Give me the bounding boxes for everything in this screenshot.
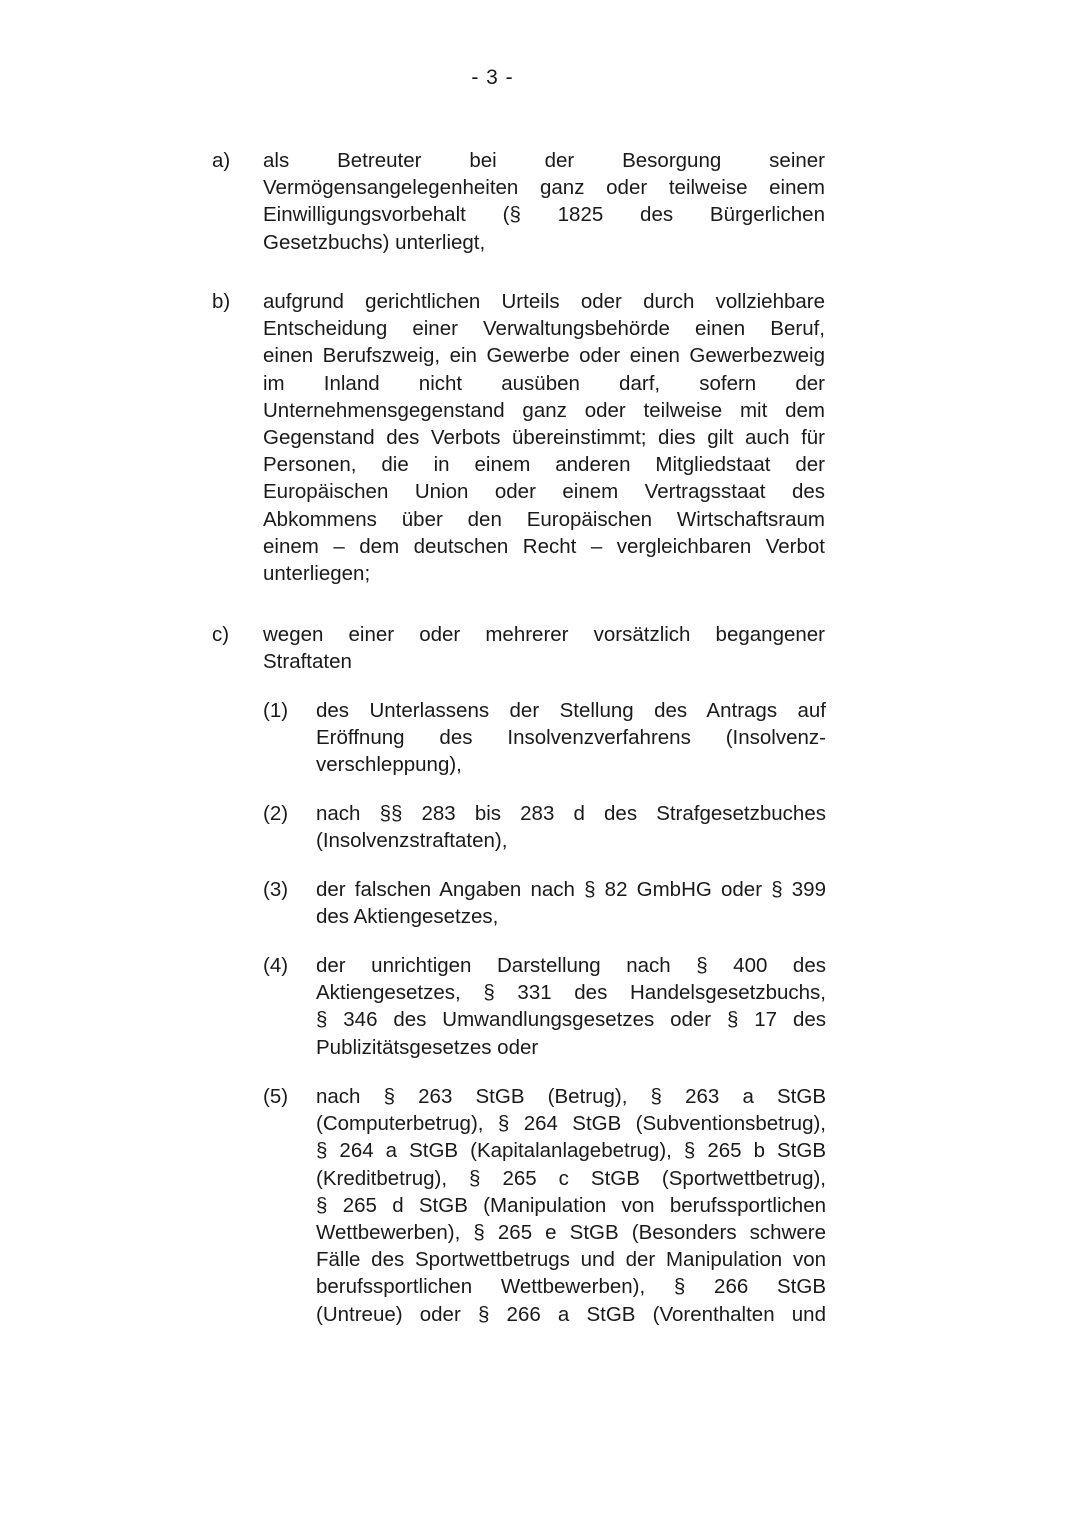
sub-item-label: (4): [263, 954, 289, 977]
text-line: des Unterlassens der Stellung des Antrags auf: [316, 699, 826, 722]
text-line: Unternehmensgegenstand ganz oder teilweise mit dem: [263, 398, 825, 422]
text-line: nach §§ 283 bis 283 d des Strafgesetzbuches: [316, 802, 826, 825]
text-line: § 264 a StGB (Kapitalanlagebetrug), § 265 b StGB: [316, 1139, 826, 1163]
text-line: Einwilligungsvorbehalt (§ 1825 des Bürgerlichen: [263, 203, 825, 227]
text-line: nach § 263 StGB (Betrug), § 263 a StGB: [316, 1085, 826, 1108]
text-line: Publizitätsgesetzes oder: [316, 1035, 539, 1059]
text-line: unterliegen;: [263, 561, 371, 585]
text-line: einem – dem deutschen Recht – vergleichbaren Verbot: [263, 534, 825, 558]
sub-item-text: [316, 876, 826, 930]
list-item-text: [263, 147, 825, 256]
text-line: als Betreuter bei der Besorgung seiner: [263, 149, 825, 172]
text-line: aufgrund gerichtlichen Urteils oder durch vollziehbare: [263, 290, 825, 313]
text-line: des Aktiengesetzes,: [316, 905, 499, 929]
text-line: der unrichtigen Darstellung nach § 400 des: [316, 954, 826, 977]
text-line: § 346 des Umwandlungsgesetzes oder § 17 des: [316, 1008, 826, 1032]
text-line: Aktiengesetzes, § 331 des Handelsgesetzbuchs,: [316, 981, 826, 1005]
text-line: verschleppung),: [316, 753, 462, 777]
sub-item-label: (1): [263, 699, 289, 722]
sub-item-label: (3): [263, 878, 289, 901]
text-line: Europäischen Union oder einem Vertragsstaat des: [263, 480, 825, 504]
list-item-text: [263, 288, 825, 587]
sub-item-label: (2): [263, 802, 289, 825]
text-line: (Computerbetrug), § 264 StGB (Subventionsbetrug),: [316, 1112, 826, 1136]
text-line: (Kreditbetrug), § 265 c StGB (Sportwettbetrug),: [316, 1166, 826, 1190]
text-line: Wettbewerben), § 265 e StGB (Besonders schwere: [316, 1220, 826, 1244]
text-line: Personen, die in einem anderen Mitgliedstaat der: [263, 453, 825, 477]
text-line: (Untreue) oder § 266 a StGB (Vorenthalten und: [316, 1302, 826, 1326]
list-item-text: [263, 621, 825, 675]
sub-item-text: [316, 952, 826, 1061]
sub-item-label: (5): [263, 1085, 289, 1108]
text-line: Gesetzbuchs) unterliegt,: [263, 230, 486, 254]
page-number: - 3 -: [471, 66, 514, 89]
text-line: (Insolvenzstraftaten),: [316, 829, 508, 853]
text-line: Abkommens über den Europäischen Wirtschaftsraum: [263, 507, 825, 531]
text-line: der falschen Angaben nach § 82 GmbHG oder § 399: [316, 878, 826, 901]
text-line: einen Berufszweig, ein Gewerbe oder einen Gewerbezweig: [263, 344, 825, 368]
sub-item-text: [316, 1083, 826, 1328]
text-line: Eröffnung des Insolvenzverfahrens (Insolvenz-: [316, 726, 826, 750]
text-line: Straftaten: [263, 650, 352, 674]
sub-item-text: [316, 800, 826, 854]
text-line: § 265 d StGB (Manipulation von berufssportlichen: [316, 1193, 826, 1217]
text-line: Vermögensangelegenheiten ganz oder teilweise einem: [263, 176, 825, 200]
text-line: berufssportlichen Wettbewerben), § 266 StGB: [316, 1275, 826, 1299]
list-item-label: b): [212, 290, 231, 313]
list-item-label: c): [212, 623, 230, 646]
sub-item-text: [316, 697, 826, 779]
text-line: Gegenstand des Verbots übereinstimmt; dies gilt auch für: [263, 425, 825, 449]
text-line: Entscheidung einer Verwaltungsbehörde einen Beruf,: [263, 317, 825, 341]
text-line: wegen einer oder mehrerer vorsätzlich begangener: [263, 623, 825, 646]
text-line: im Inland nicht ausüben darf, sofern der: [263, 371, 825, 395]
list-item-label: a): [212, 149, 231, 172]
text-line: Fälle des Sportwettbetrugs und der Manipulation von: [316, 1248, 826, 1272]
